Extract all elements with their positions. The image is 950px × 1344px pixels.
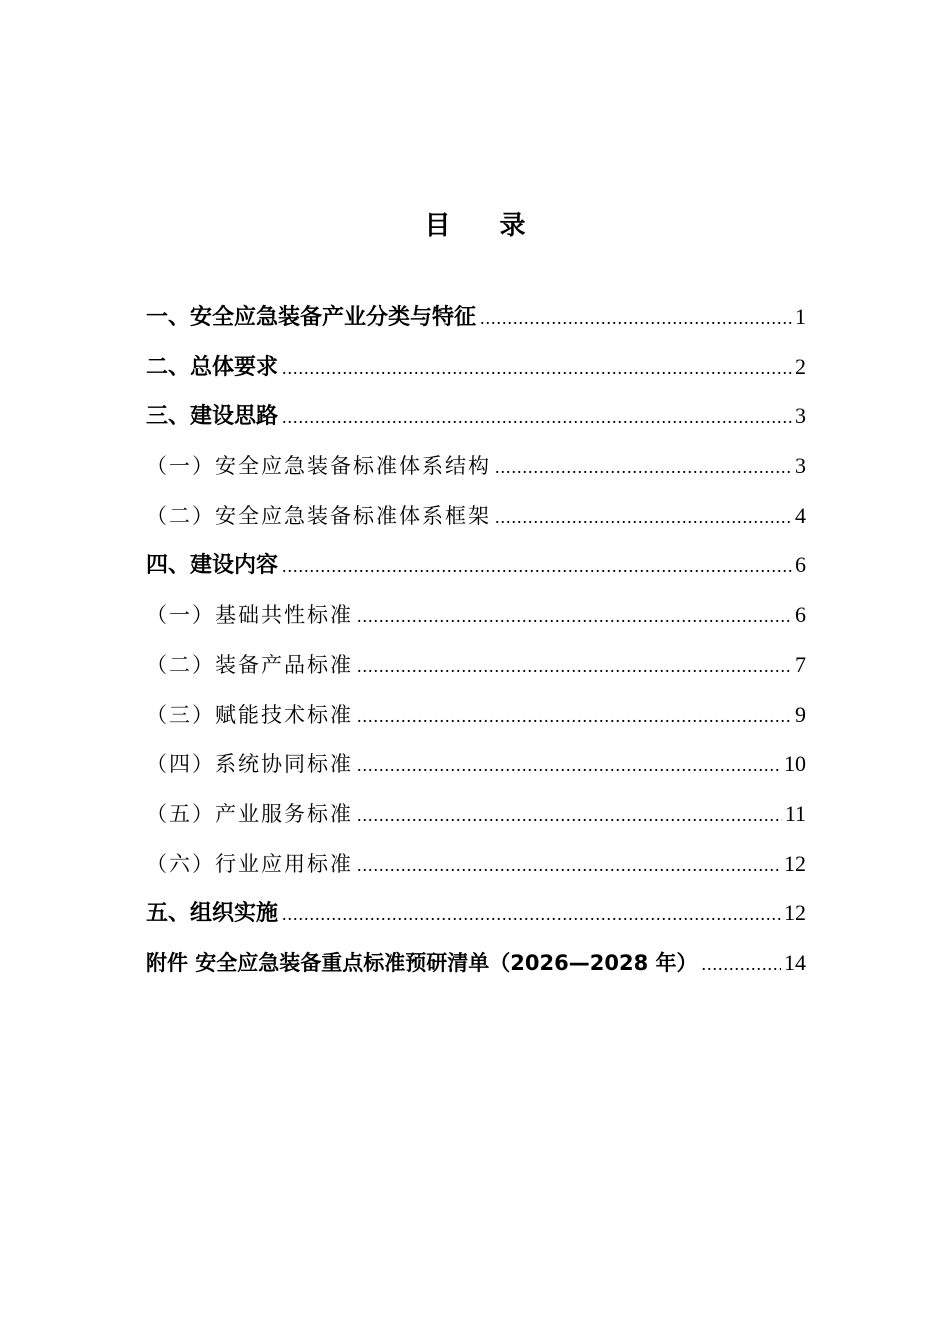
- toc-dot-leader: [282, 543, 792, 589]
- toc-entry-label: 一、安全应急装备产业分类与特征: [146, 305, 477, 330]
- toc-entry-label: 附件 安全应急装备重点标准预研清单（2026—2028 年）: [146, 950, 698, 975]
- toc-entry[interactable]: [146, 542, 806, 592]
- toc-entry[interactable]: [146, 393, 806, 443]
- toc-page-number: 7: [795, 651, 806, 677]
- table-of-contents: [146, 294, 806, 990]
- toc-entry[interactable]: [146, 344, 806, 394]
- toc-dot-leader: [702, 941, 781, 987]
- toc-dot-leader: [357, 643, 792, 689]
- toc-page-number: 3: [795, 453, 806, 479]
- toc-entry[interactable]: [146, 642, 806, 692]
- toc-entry[interactable]: [146, 493, 806, 543]
- toc-entry-label: （二）装备产品标准: [146, 652, 353, 677]
- toc-entry-label: （六）行业应用标准: [146, 851, 353, 876]
- toc-page-number: 11: [784, 800, 806, 826]
- toc-page-number: 4: [795, 502, 806, 528]
- toc-page-number: 9: [795, 701, 806, 727]
- toc-page-number: 12: [784, 900, 806, 926]
- toc-page-number: 6: [795, 552, 806, 578]
- toc-entry[interactable]: [146, 294, 806, 344]
- toc-dot-leader: [282, 394, 792, 440]
- toc-dot-leader: [282, 891, 781, 937]
- toc-entry-label: 二、总体要求: [146, 354, 279, 380]
- toc-page-number: 6: [795, 602, 806, 628]
- toc-page-number: 12: [784, 850, 806, 876]
- toc-entry-label: （五）产业服务标准: [146, 801, 353, 826]
- toc-dot-leader: [357, 693, 792, 739]
- toc-dot-leader: [357, 792, 782, 838]
- toc-entry-label: （二）安全应急装备标准体系框架: [146, 503, 491, 528]
- toc-dot-leader: [480, 295, 792, 341]
- toc-dot-leader: [282, 345, 792, 391]
- toc-dot-leader: [357, 842, 781, 888]
- toc-entry-label: （三）赋能技术标准: [146, 702, 353, 727]
- toc-entry-label: 五、组织实施: [146, 901, 279, 927]
- toc-dot-leader: [357, 593, 792, 639]
- toc-entry-label: （四）系统协同标准: [146, 752, 353, 777]
- toc-entry[interactable]: [146, 443, 806, 493]
- toc-entry-label: （一）基础共性标准: [146, 603, 353, 628]
- toc-page-number: 14: [784, 949, 806, 975]
- toc-entry[interactable]: [146, 692, 806, 742]
- toc-dot-leader: [495, 444, 792, 490]
- toc-entry[interactable]: [146, 791, 806, 841]
- toc-entry-label: 三、建设思路: [146, 404, 279, 430]
- toc-entry[interactable]: [146, 890, 806, 940]
- toc-dot-leader: [357, 742, 781, 788]
- toc-page-number: 3: [795, 403, 806, 429]
- toc-entry-appendix[interactable]: [146, 940, 806, 990]
- toc-entry[interactable]: [146, 841, 806, 891]
- toc-title: 目 录: [424, 211, 546, 241]
- toc-page-number: 10: [784, 751, 806, 777]
- toc-entry[interactable]: [146, 741, 806, 791]
- toc-page-number: 2: [795, 353, 806, 379]
- toc-entry-label: 四、建设内容: [146, 553, 279, 579]
- toc-page-number: 1: [795, 304, 806, 329]
- toc-entry[interactable]: [146, 592, 806, 642]
- toc-entry-label: （一）安全应急装备标准体系结构: [146, 454, 491, 479]
- toc-dot-leader: [495, 494, 792, 540]
